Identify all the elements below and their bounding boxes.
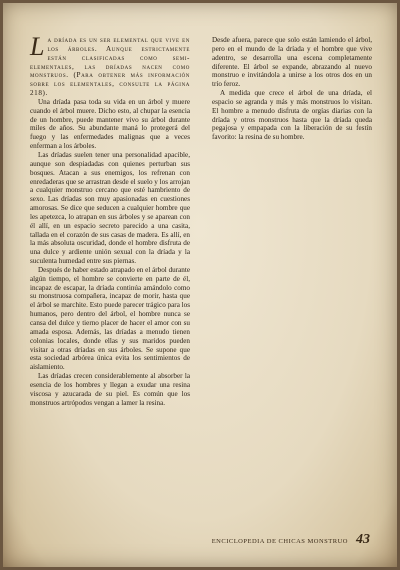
article-paragraph: Después de haber estado atrapado en el árbol durante algún tiempo, el hombre se convierte en parte de él, incapaz de escapar, la dríada continúa amándolo como su monstruosa compañera, incapaz de morir, hasta que el árbol se marchite. Esto puede parecer trágico para los humanos, pero dentro del árbol, el hombre nunca se cansa del dulce y tierno placer de hacer el amor con su amada esposa. Además, las dríadas a menudo tienen colonias locales, donde ellas y sus maridos pueden visitar a otras dríadas en sus árboles. Se supone que esta sociedad arbórea única evita los sentimientos de aislamiento. [30, 265, 190, 372]
article-paragraph: Desde afuera, parece que solo están lamiendo el árbol, pero en el mundo de la dríada y el hombre que vive adentro, se desarrolla una escena completamente diferente. El árbol se expande, abrazando al nuevo monstruo e invitándola a unirse a los otros dos en un trío feroz. [212, 36, 372, 89]
page-footer [212, 532, 370, 548]
drop-cap: L [30, 32, 45, 61]
article-paragraph: Las dríadas crecen considerablemente al absorber la esencia de los hombres y llegan a exudar una resina viscosa y azucarada de su piel. Es común que los monstruos artrópodos vengan a lamer la resina. [30, 372, 190, 407]
article-paragraph: Las dríadas suelen tener una personalidad apacible, aunque son despiadadas con quienes perturban sus bosques. Atacan a sus enemigos, los refrenan con enredaderas que se arrastran desde el suelo y los arrojan a cualquier monstruo cercano que esté hambriento de sexo. Las dríadas son muy apasionadas en cuestiones amorosas. Se dice que seducen a cualquier hombre que les apetezca, lo atrapan en sus árboles y se aparean con él allí, en un espacio secreto parecido a una casita, tallada en el corazón de sus casas de madera. Es allí, en la más absoluta oscuridad, donde el hombre disfruta de una dulce y ardiente unión sexual con la dríada y la suculenta humedad entre sus piernas. [30, 150, 190, 266]
paragraph-text: a dríada es un ser elemental que vive en los árboles. Aunque estrictamente están clasificadas como semi-elementales, las dríadas nacen como monstruos. (Para obtener más información sobre los elementales, consulte la página 218). [30, 36, 190, 98]
article-paragraph: A medida que crece el árbol de una dríada, el espacio se agranda y más y más monstruos lo visitan. El hombre a menudo disfruta de orgías diarias con la dríada y otros monstruos hasta que la dríada queda pegajosa y empapada con la liberación de su festín favorito: la resina de su hombre. [212, 89, 372, 142]
page-number: 43 [356, 532, 370, 547]
left-column [30, 32, 190, 407]
footer-title: ENCICLOPEDIA DE CHICAS MONSTRUO [211, 538, 348, 545]
article-paragraph: Una dríada pasa toda su vida en un árbol y muere cuando el árbol muere. Dicho esto, al chupar la esencia de un hombre, puede mantener vivo su árbol durante miles de años. Su abundante maná lo protegerá del fuego y las enfermedades malignas que a veces enferman a los árboles. [30, 97, 190, 151]
article-paragraph [30, 32, 190, 98]
right-column [212, 36, 372, 142]
